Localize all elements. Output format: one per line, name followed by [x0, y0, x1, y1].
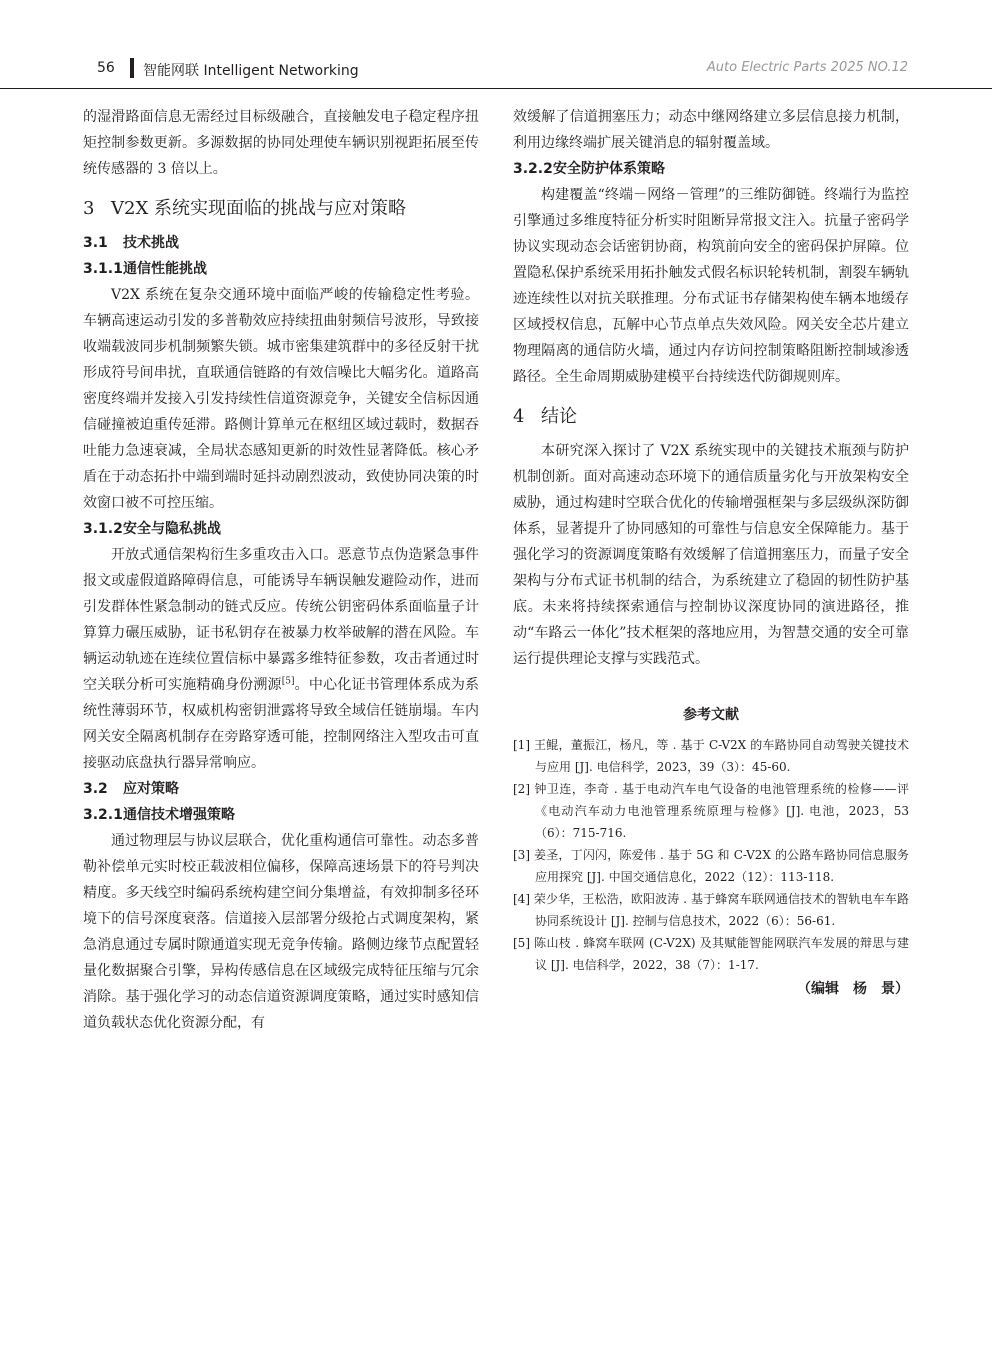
journal-name: Auto Electric Parts 2025 NO.12	[706, 60, 908, 75]
heading-text: 通信性能挑战	[123, 261, 207, 277]
reference-item: [5] 陈山枝 . 蜂窝车联网 (C-V2X) 及其赋能智能网联汽车发展的辩思与建议 [J]. 电信科学，2022，38（7）：1-17.	[513, 936, 909, 972]
paragraph-text: 。中心化证书管理体系成为系统性薄弱环节，权威机构密钥泄露将导致全域信任链崩塌。车内网关安全隔离机制存在旁路穿透可能，控制网络注入型攻击可直接驱动底盘执行器异常响应。	[83, 677, 480, 771]
header-rule	[0, 88, 992, 89]
heading-number: 3	[83, 198, 95, 219]
heading-number: 3.2	[83, 781, 108, 797]
heading-3-1-2	[83, 516, 479, 542]
heading-text: 应对策略	[123, 781, 179, 797]
paragraph-3-2-2: 构建覆盖“终端－网络－管理”的三维防御链。终端行为监控引擎通过多维度特征分析实时阻断异常报文注入。抗量子密码学协议实现动态会话密钥协商，构筑前向安全的密码保护屏障。位置隐私保护系统采用拓扑触发式假名标识轮转机制，割裂车辆轨迹连续性以对抗关联推理。分布式证书存储架构使车辆本地缓存区域授权信息，瓦解中心节点单点失效风险。网关安全芯片建立物理隔离的通信防火墙，通过内存访问控制策略阻断控制域渗透路径。全生命周期威胁建模平台持续迭代防御规则库。	[513, 187, 909, 385]
page-number: 56	[97, 60, 115, 76]
heading-3-1	[83, 230, 479, 256]
references-title: 参考文献	[683, 707, 739, 723]
header-divider	[130, 58, 134, 78]
paragraph-text: 开放式通信架构衍生多重攻击入口。恶意节点伪造紧急事件报文或虚假道路障碍信息，可能诱导车辆误触发避险动作，进而引发群体性紧急制动的链式反应。传统公钥密码体系面临量子计算算力碾压威胁，证书私钥存在被暴力枚举破解的潜在风险。车辆运动轨迹在连续位置信标中暴露多维特征参数，攻击者通过时空关联分析可实施精确身份溯源	[83, 547, 479, 693]
heading-3-2-1	[83, 802, 479, 828]
heading-text: 安全防护体系策略	[553, 161, 665, 177]
reference-item: [3] 姜圣，丁闪闪，陈爱伟 . 基于 5G 和 C-V2X 的公路车路协同信息服务应用探究 [J]. 中国交通信息化，2022（12）：113-118.	[513, 848, 909, 884]
heading-number: 3.2.1	[83, 807, 123, 823]
heading-section-4	[513, 404, 909, 430]
page-header	[0, 0, 992, 92]
heading-number: 4	[513, 406, 525, 427]
heading-text: V2X 系统实现面临的挑战与应对策略	[111, 198, 406, 219]
paragraph-3-1-2	[83, 542, 479, 776]
paragraph-3-2-1: 通过物理层与协议层联合，优化重构通信可靠性。动态多普勒补偿单元实时校正载波相位偏移，保障高速场景下的符号判决精度。多天线空时编码系统构建空间分集增益，有效抑制多径环境下的信号深度衰落。信道接入层部署分级抢占式调度架构，紧急消息通过专属时隙通道实现无竞争传输。路侧边缘节点配置轻量化数据聚合引擎，异构传感信息在区域级完成特征压缩与冗余消除。基于强化学习的动态信道资源调度策略，通过实时感知信道负载状态优化资源分配，有	[83, 833, 479, 1031]
reference-item: [1] 王鲲，董振江，杨凡，等 . 基于 C-V2X 的车路协同自动驾驶关键技术与应用 [J]. 电信科学，2023，39（3）：45-60.	[513, 738, 909, 774]
heading-3-2	[83, 776, 479, 802]
heading-number: 3.1.1	[83, 261, 123, 277]
heading-text: 技术挑战	[123, 235, 179, 251]
heading-3-2-2	[513, 156, 909, 182]
heading-number: 3.1	[83, 235, 108, 251]
paragraph-3-1-1: V2X 系统在复杂交通环境中面临严峻的传输稳定性考验。车辆高速运动引发的多普勒效应持续扭曲射频信号波形，导致接收端载波同步机制频繁失锁。城市密集建筑群中的多径反射干扰形成符号间串扰，直联通信链路的有效信噪比大幅劣化。道路高密度终端并发接入引发持续性信道资源竞争，关键安全信标因通信碰撞被迫重传延滞。路侧计算单元在枢纽区域过载时，数据吞吐能力急速衰减，全局状态感知更新的时效性显著降低。核心矛盾在于动态拓扑中端到端时延抖动剧烈波动，致使协同决策的时效窗口被不可控压缩。	[83, 287, 479, 511]
editor-credit: （编辑 杨 景）	[797, 981, 909, 997]
right-column	[513, 104, 909, 1000]
left-column	[83, 104, 479, 1036]
paragraph-conclusion: 本研究深入探讨了 V2X 系统实现中的关键技术瓶颈与防护机制创新。面对高速动态环境下的通信质量劣化与开放架构安全威胁，通过构建时空联合优化的传输增强框架与多层级纵深防御体系，显著提升了协同感知的可靠性与信息安全保障能力。基于强化学习的资源调度策略有效缓解了信道拥塞压力，而量子安全架构与分布式证书机制的结合，为系统建立了稳固的韧性防护基底。未来将持续探索通信与控制协议深度协同的演进路径，推动“车路云一体化”技术框架的落地应用，为智慧交通的安全可靠运行提供理论支撑与实践范式。	[513, 443, 909, 667]
heading-3-1-1	[83, 256, 479, 282]
section-title: 智能网联 Intelligent Networking	[143, 63, 359, 79]
heading-number: 3.1.2	[83, 521, 123, 537]
heading-text: 结论	[541, 406, 577, 427]
paragraph-continued: 的湿滑路面信息无需经过目标级融合，直接触发电子稳定程序扭矩控制参数更新。多源数据的协同处理使车辆识别视距拓展至传统传感器的 3 倍以上。	[83, 109, 479, 177]
citation: [5]	[281, 676, 295, 687]
reference-item: [2] 钟卫连，李奇 . 基于电动汽车电气设备的电池管理系统的检修——评《电动汽车动力电池管理系统原理与检修》[J]. 电池，2023，53（6）：715-716.	[513, 782, 909, 840]
paragraph-continued: 效缓解了信道拥塞压力；动态中继网络建立多层信息接力机制，利用边缘终端扩展关键消息的辐射覆盖域。	[513, 109, 909, 151]
heading-number: 3.2.2	[513, 161, 553, 177]
reference-item: [4] 荣少华，王松浩，欧阳波涛 . 基于蜂窝车联网通信技术的智轨电车车路协同系统设计 [J]. 控制与信息技术，2022（6）：56-61.	[513, 892, 909, 928]
heading-text: 通信技术增强策略	[123, 807, 235, 823]
heading-section-3	[83, 196, 479, 222]
heading-text: 安全与隐私挑战	[123, 521, 221, 537]
